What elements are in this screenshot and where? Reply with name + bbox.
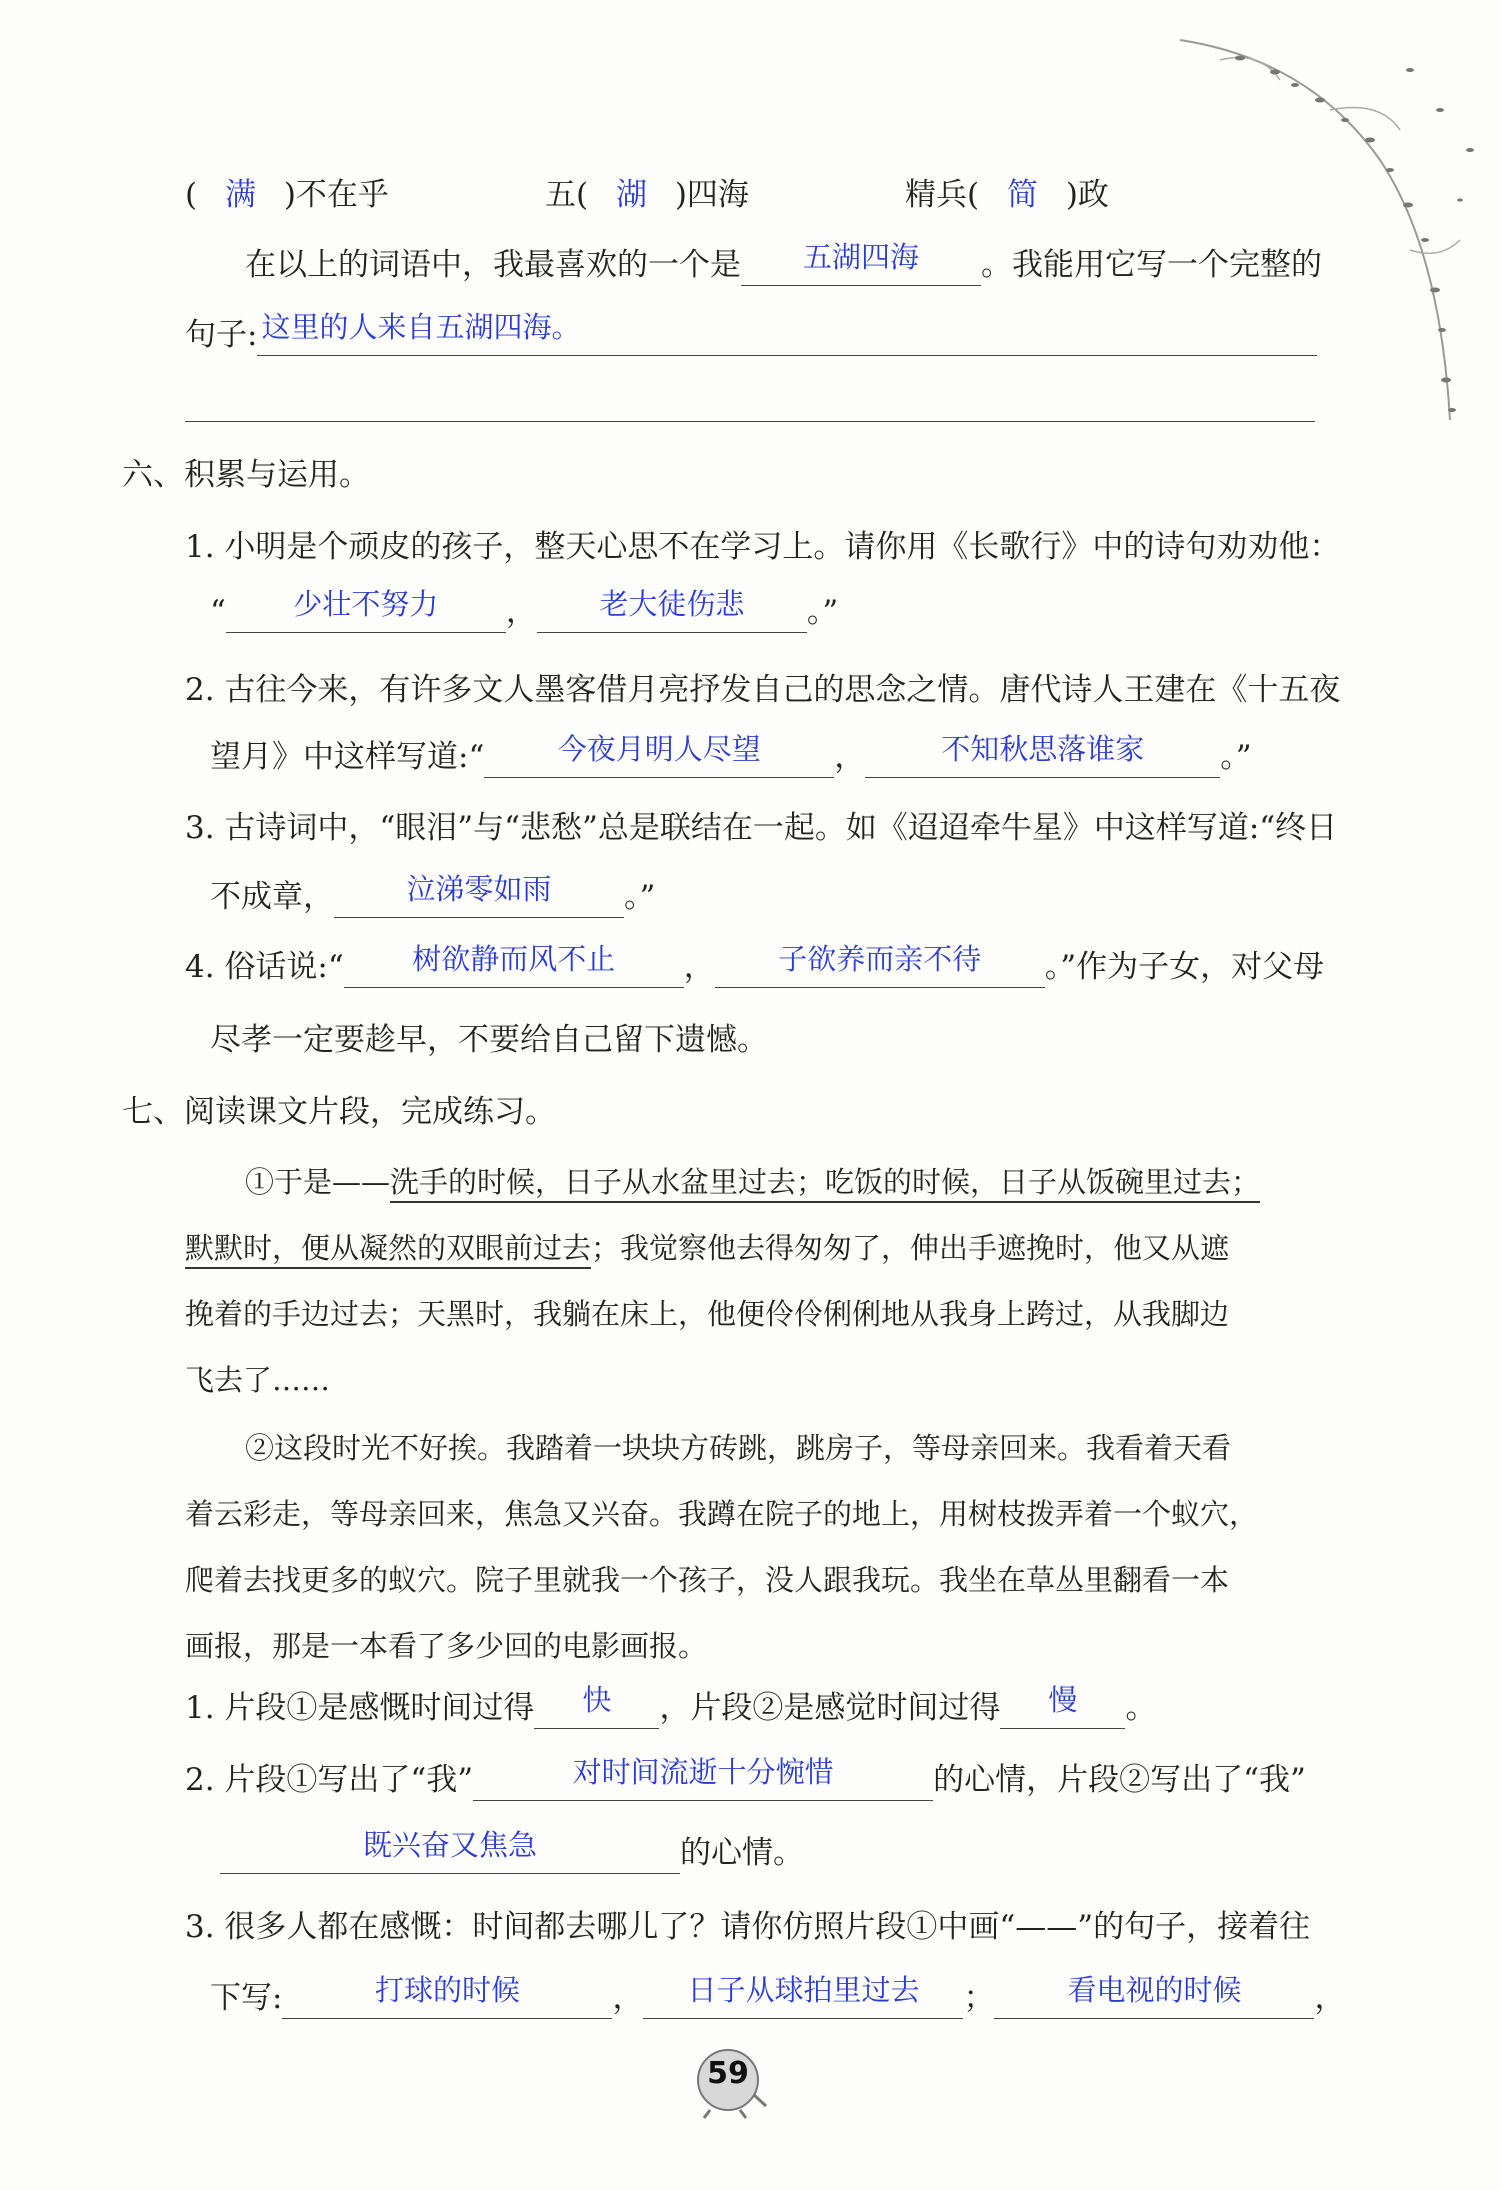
p2-line-4: 画报，那是一本看了多少回的电影画报。 (185, 1629, 708, 1663)
fav-text-1: 在以上的词语中，我最喜欢的一个是 (245, 247, 741, 283)
p1-line-1 (245, 1162, 1260, 1202)
s6-q3-answer-line (210, 872, 656, 918)
s6-q2-text: 2. 古往今来，有许多文人墨客借月亮抒发自己的思念之情。唐代诗人王建在《十五夜 (185, 672, 1341, 708)
s6-q2-answer-2: 不知秋思落谁家 (941, 732, 1145, 766)
s7-q2-blank-1[interactable] (473, 1755, 933, 1801)
s6-q1-comma: ， (505, 594, 537, 630)
p1-line-3: 挽着的手边过去；天黑时，我躺在床上，他便伶伶俐俐地从我身上跨过，从我脚边 (185, 1297, 1230, 1331)
s6-q1-blank-2[interactable] (537, 587, 807, 633)
s7-q1-text-1: 1. 片段①是感慨时间过得 (185, 1690, 535, 1726)
sentence-blank[interactable] (257, 310, 1317, 356)
idiom-2-prefix: 五( (545, 177, 589, 213)
sentence-line (185, 310, 1317, 356)
idiom-1-answer[interactable]: 满 (224, 177, 256, 213)
s6-q4-answer-2: 子欲养而亲不待 (778, 942, 982, 976)
s7-q1-line (185, 1683, 1157, 1729)
s7-q3-blank-2[interactable] (643, 1973, 963, 2019)
s7-q2-answer-2: 既兴奋又焦急 (362, 1828, 537, 1862)
s7-q3-answer-line (210, 1973, 1346, 2019)
idiom-1-prefix: ( (185, 177, 198, 213)
s7-q1-blank-2[interactable] (1000, 1683, 1125, 1729)
s6-q3-answer-1: 泣涕零如雨 (406, 872, 552, 906)
s6-q4-text-2: 尽孝一定要趁早，不要给自己留下遗憾。 (210, 1022, 768, 1058)
s7-q1-answer-2: 慢 (1048, 1683, 1078, 1717)
s7-q3-text: 3. 很多人都在感慨：时间都去哪儿了？请你仿照片段①中画“——”的句子，接着往 (185, 1909, 1311, 1945)
s7-q2-text-3: 的心情。 (680, 1835, 804, 1871)
s6-q4-answer-line (185, 942, 1325, 988)
p1-line-2 (185, 1228, 1229, 1268)
s6-q2-close: 。” (1220, 739, 1252, 775)
s6-q1-text: 1. 小明是个顽皮的孩子，整天心思不在学习上。请你用《长歌行》中的诗句劝劝他： (185, 529, 1341, 565)
s6-q1-blank-1[interactable] (226, 587, 506, 633)
s6-q1-close: 。” (806, 594, 839, 630)
idiom-3 (905, 175, 1109, 215)
p2-line-1: ②这段时光不好挨。我踏着一块块方砖跳，跳房子，等母亲回来。我看着天看 (245, 1431, 1232, 1465)
fav-line (245, 240, 1322, 286)
idiom-2-answer[interactable]: 湖 (615, 177, 647, 213)
fav-answer-1: 五湖四海 (802, 240, 919, 274)
page-number-badge (690, 2040, 770, 2120)
idiom-2 (545, 175, 749, 215)
s7-q3-semicolon: ； (963, 1980, 995, 2016)
decorative-branch-icon (1080, 0, 1500, 460)
fav-answer-blank[interactable] (741, 240, 981, 286)
sentence-answer: 这里的人来自五湖四海。 (261, 310, 581, 344)
p1-line-1b-underlined: 洗手的时候，日子从水盆里过去；吃饭的时候，日子从饭碗里过去； (390, 1165, 1260, 1203)
s7-q2-line (185, 1755, 1306, 1801)
s6-q4-blank-2[interactable] (715, 942, 1045, 988)
s6-q3-text-2: 不成章， (210, 879, 334, 915)
s6-q4-blank-1[interactable] (344, 942, 684, 988)
p2-line-3: 爬着去找更多的蚁穴。院子里就我一个孩子，没人跟我玩。我坐在草丛里翻看一本 (185, 1563, 1230, 1597)
section-7-title: 七、阅读课文片段，完成练习。 (122, 1094, 556, 1130)
s7-q1-blank-1[interactable] (534, 1683, 659, 1729)
s7-q2-answer-1: 对时间流逝十分惋惜 (572, 1755, 834, 1789)
s7-q2-blank-2[interactable] (220, 1828, 680, 1874)
p2-line-2: 着云彩走，等母亲回来，焦急又兴奋。我蹲在院子的地上，用树枝拨弄着一个蚁穴， (185, 1497, 1259, 1531)
s6-q2-blank-1[interactable] (484, 732, 834, 778)
s6-q3-blank-1[interactable] (334, 872, 624, 918)
section-6-title: 六、积累与运用。 (122, 457, 370, 493)
p1-line-2b: ；我觉察他去得匆匆了，伸出手遮挽时，他又从遮 (591, 1231, 1230, 1265)
s7-q3-blank-3[interactable] (994, 1973, 1314, 2019)
idiom-1-suffix: )不在乎 (283, 177, 389, 213)
s7-q3-comma-2: ， (1314, 1980, 1346, 2016)
s6-q2-comma: ， (834, 739, 866, 775)
sentence-extra-line[interactable] (185, 420, 1315, 422)
s6-q2-answer-1: 今夜月明人尽望 (557, 732, 761, 766)
p1-line-2a-underlined: 默默时，便从凝然的双眼前过去 (185, 1231, 591, 1269)
s7-q3-answer-3: 看电视的时候 (1067, 1973, 1242, 2007)
s6-q1-answer-1: 少壮不努力 (293, 587, 439, 621)
p1-line-1a: ①于是—— (245, 1165, 391, 1199)
sentence-label: 句子: (185, 317, 258, 353)
s6-q2-text-2: 望月》中这样写道:“ (210, 739, 485, 775)
s6-q3-close: 。” (624, 879, 656, 915)
s7-q3-blank-1[interactable] (282, 1973, 612, 2019)
s7-q3-text-2: 下写: (210, 1980, 283, 2016)
s7-q1-answer-1: 快 (582, 1683, 612, 1717)
s7-q1-text-2: ，片段②是感觉时间过得 (659, 1690, 1001, 1726)
s6-q1-answer-2: 老大徒伤悲 (599, 587, 745, 621)
s6-q2-blank-2[interactable] (865, 732, 1220, 778)
fav-text-2: 。我能用它写一个完整的 (981, 247, 1322, 283)
s7-q3-answer-2: 日子从球拍里过去 (687, 1973, 920, 2007)
s7-q3-answer-1: 打球的时候 (374, 1973, 520, 2007)
s7-q3-comma-1: ， (612, 1980, 644, 2016)
idiom-3-prefix: 精兵( (905, 177, 980, 213)
p1-line-4: 飞去了…… (185, 1363, 331, 1397)
idiom-3-answer[interactable]: 简 (1006, 177, 1038, 213)
s6-q3-text: 3. 古诗词中，“眼泪”与“悲愁”总是联结在一起。如《迢迢牵牛星》中这样写道:“终日 (185, 810, 1338, 846)
s6-q2-answer-line (210, 732, 1252, 778)
idiom-3-suffix: )政 (1065, 177, 1109, 213)
page-number: 59 (707, 2056, 749, 2091)
s6-q4-close: 。”作为子女，对父母 (1044, 949, 1325, 985)
s6-q1-open: “ (210, 594, 226, 630)
idiom-1 (185, 175, 389, 215)
s6-q4-text: 4. 俗话说:“ (185, 949, 344, 985)
s7-q2-text-2: 的心情，片段②写出了“我” (933, 1762, 1306, 1798)
s6-q1-answer-line (210, 587, 839, 633)
s7-q2-line-2 (220, 1828, 804, 1874)
s7-q2-text-1: 2. 片段①写出了“我” (185, 1762, 474, 1798)
s6-q4-answer-1: 树欲静而风不止 (412, 942, 616, 976)
s7-q1-text-3: 。 (1125, 1690, 1157, 1726)
idiom-2-suffix: )四海 (674, 177, 749, 213)
s6-q4-comma: ， (683, 949, 715, 985)
